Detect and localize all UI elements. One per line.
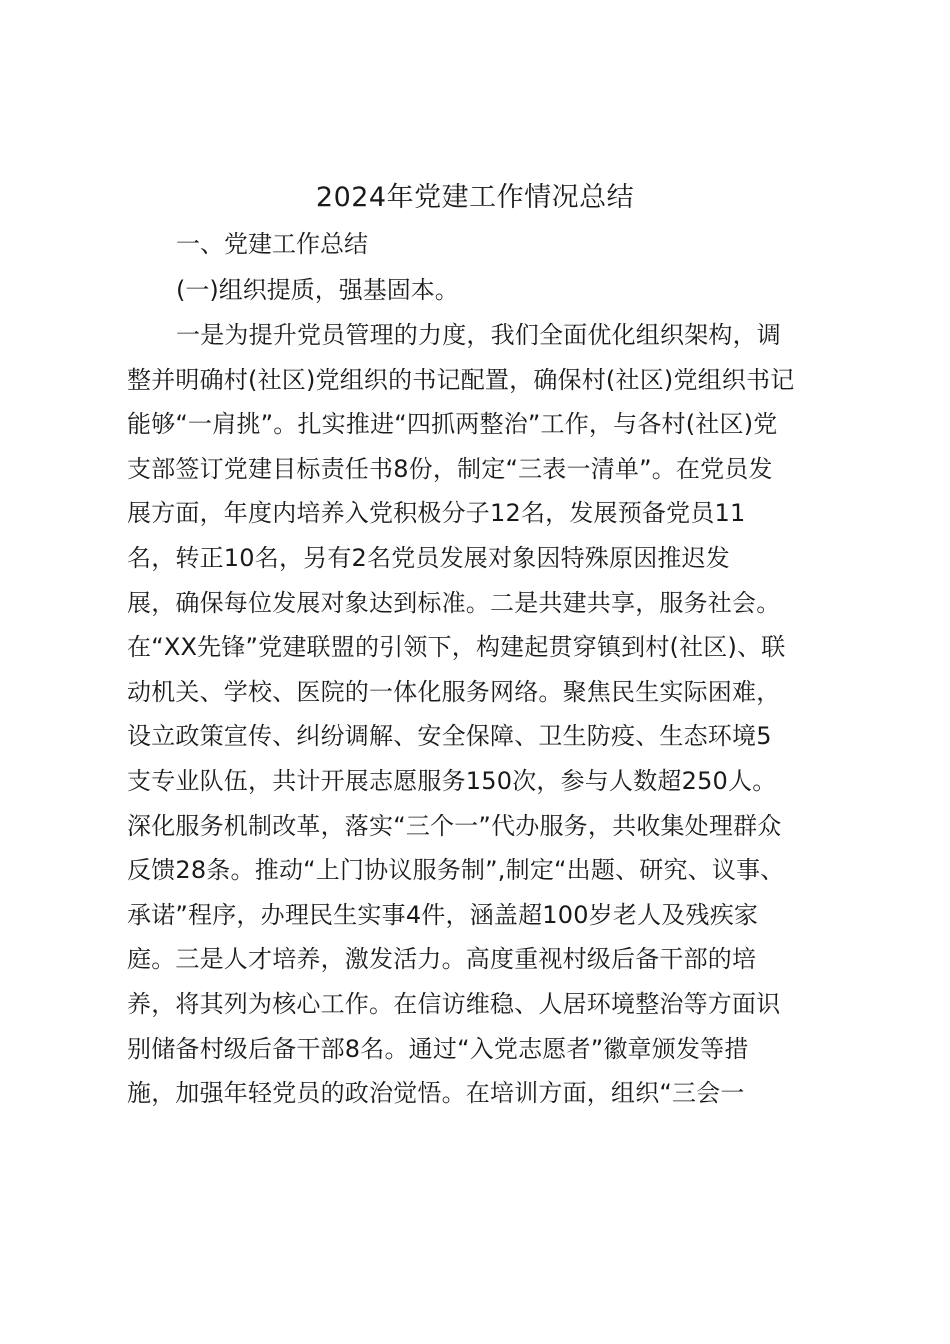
subsection-heading: (一)组织提质，强基固本。 bbox=[176, 276, 459, 304]
body-line: 支专业队伍，共计开展志愿服务150次，参与人数超250人。 bbox=[127, 766, 777, 795]
body-line: 庭。三是人才培养，激发活力。高度重视村级后备干部的培 bbox=[127, 945, 757, 974]
body-line: 设立政策宣传、纠纷调解、安全保障、卫生防疫、生态环境5 bbox=[127, 722, 772, 751]
body-line: 整并明确村(社区)党组织的书记配置，确保村(社区)党组织书记 bbox=[127, 365, 795, 394]
document-title: 2024年党建工作情况总结 bbox=[315, 182, 635, 213]
body-line: 动机关、学校、医院的一体化服务网络。聚焦民生实际困难， bbox=[127, 677, 781, 706]
body-line: 能够“一肩挑”。扎实推进“四抓两整治”工作，与各村(社区)党 bbox=[127, 410, 778, 439]
body-line: 一是为提升党员管理的力度，我们全面优化组织架构，调 bbox=[176, 321, 781, 349]
body-line: 名，转正10名，另有2名党员发展对象因特殊原因推迟发 bbox=[127, 543, 731, 572]
section-heading: 一、党建工作总结 bbox=[176, 230, 368, 258]
body-line: 养，将其列为核心工作。在信访维稳、人居环境整治等方面识 bbox=[127, 989, 781, 1018]
body-line: 别储备村级后备干部8名。通过“入党志愿者”徽章颁发等措 bbox=[127, 1034, 749, 1063]
body-paragraph bbox=[127, 313, 847, 1116]
body-line: 在“XX先锋”党建联盟的引领下，构建起贯穿镇到村(社区)、联 bbox=[127, 633, 786, 662]
body-line: 反馈28条。推动“上门协议服务制”,制定“出题、研究、议事、 bbox=[127, 856, 785, 885]
body-line: 施，加强年轻党员的政治觉悟。在培训方面，组织“三会一 bbox=[127, 1079, 745, 1108]
body-line: 深化服务机制改革，落实“三个一”代办服务，共收集处理群众 bbox=[127, 811, 782, 840]
body-line: 展方面，年度内培养入党积极分子12名，发展预备党员11 bbox=[127, 499, 746, 528]
body-line: 承诺”程序，办理民生实事4件，涵盖超100岁老人及残疾家 bbox=[127, 900, 759, 929]
body-line: 展，确保每位发展对象达到标准。二是共建共享，服务社会。 bbox=[127, 588, 781, 617]
body-line: 支部签订党建目标责任书8份，制定“三表一清单”。在党员发 bbox=[127, 454, 773, 483]
